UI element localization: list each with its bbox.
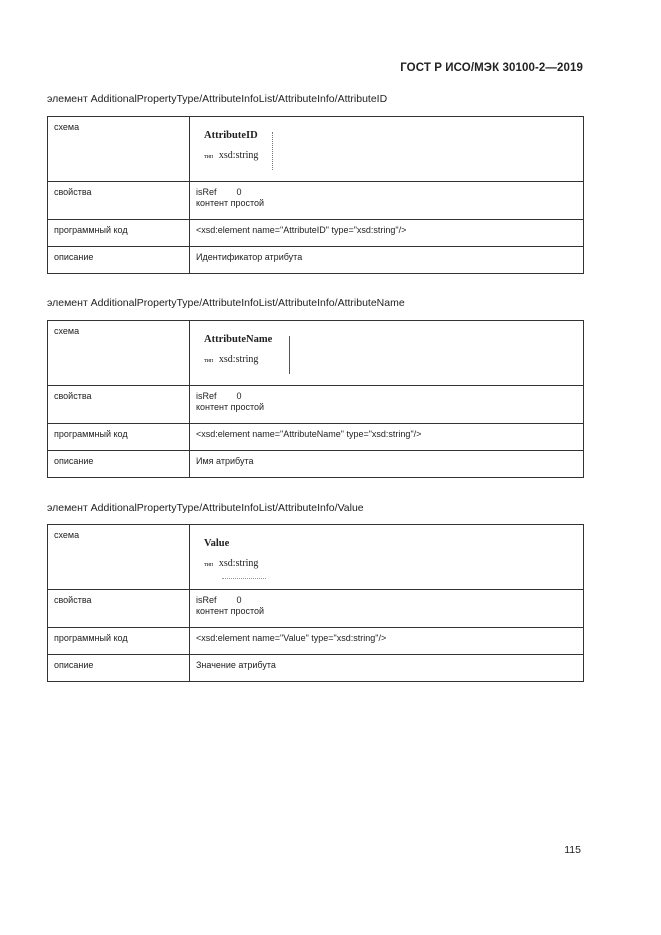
schema-label: схема	[48, 117, 190, 182]
description-row	[48, 247, 584, 274]
isref-value: 0	[236, 187, 242, 197]
schema-row	[48, 525, 584, 590]
schema-element-type	[204, 150, 258, 162]
properties-cell	[190, 386, 584, 424]
code-value: <xsd:element name="AttributeName" type="xsd:string"/>	[190, 424, 584, 451]
schema-dotted-underline	[222, 578, 266, 579]
properties-row	[48, 590, 584, 628]
type-label: тип	[204, 357, 213, 364]
schema-row	[48, 321, 584, 386]
description-label: описание	[48, 247, 190, 274]
content-type: контент простой	[196, 198, 265, 208]
code-row	[48, 628, 584, 655]
element-title-attribute-name: элемент AdditionalPropertyType/AttributeInfoList/AttributeInfo/AttributeName	[47, 297, 405, 309]
type-label: тип	[204, 153, 213, 160]
spec-table-attribute-name	[47, 320, 584, 478]
element-title-attribute-id: элемент AdditionalPropertyType/AttributeInfoList/AttributeInfo/AttributeID	[47, 93, 388, 105]
properties-cell	[190, 182, 584, 220]
code-label: программный код	[48, 628, 190, 655]
isref-label: isRef	[196, 595, 217, 605]
description-row	[48, 451, 584, 478]
description-value: Имя атрибута	[190, 451, 584, 478]
schema-cell	[190, 321, 584, 386]
description-value: Значение атрибута	[190, 655, 584, 682]
schema-label: схема	[48, 525, 190, 590]
schema-element-name: Value	[204, 538, 230, 549]
code-row	[48, 220, 584, 247]
properties-row	[48, 182, 584, 220]
spec-table-value	[47, 524, 584, 682]
code-label: программный код	[48, 220, 190, 247]
isref-value: 0	[236, 595, 242, 605]
schema-element-name: AttributeName	[204, 334, 273, 345]
schema-border-line	[272, 132, 273, 170]
document-header: ГОСТ Р ИСО/МЭК 30100-2—2019	[400, 62, 583, 74]
isref-value: 0	[236, 391, 242, 401]
code-value: <xsd:element name="Value" type="xsd:string"/>	[190, 628, 584, 655]
schema-row	[48, 117, 584, 182]
properties-label: свойства	[48, 590, 190, 628]
type-value: xsd:string	[218, 558, 259, 569]
type-value: xsd:string	[218, 150, 259, 161]
content-type: контент простой	[196, 402, 265, 412]
code-label: программный код	[48, 424, 190, 451]
content-type: контент простой	[196, 606, 265, 616]
schema-diagram	[196, 122, 577, 180]
schema-diagram	[196, 530, 577, 588]
schema-cell	[190, 525, 584, 590]
schema-border-line	[289, 336, 290, 374]
isref-label: isRef	[196, 187, 217, 197]
properties-row	[48, 386, 584, 424]
description-label: описание	[48, 451, 190, 478]
schema-label: схема	[48, 321, 190, 386]
page-number: 115	[564, 844, 581, 856]
schema-diagram	[196, 326, 577, 384]
type-label: тип	[204, 561, 213, 568]
properties-label: свойства	[48, 386, 190, 424]
schema-cell	[190, 117, 584, 182]
description-value: Идентификатор атрибута	[190, 247, 584, 274]
schema-element-type	[204, 354, 258, 366]
spec-table-attribute-id	[47, 116, 584, 274]
properties-cell	[190, 590, 584, 628]
isref-label: isRef	[196, 391, 217, 401]
properties-label: свойства	[48, 182, 190, 220]
schema-element-type	[204, 558, 258, 570]
schema-element-name: AttributeID	[204, 130, 258, 141]
description-row	[48, 655, 584, 682]
type-value: xsd:string	[218, 354, 259, 365]
code-value: <xsd:element name="AttributeID" type="xsd:string"/>	[190, 220, 584, 247]
code-row	[48, 424, 584, 451]
element-title-value: элемент AdditionalPropertyType/AttributeInfoList/AttributeInfo/Value	[47, 502, 364, 514]
description-label: описание	[48, 655, 190, 682]
